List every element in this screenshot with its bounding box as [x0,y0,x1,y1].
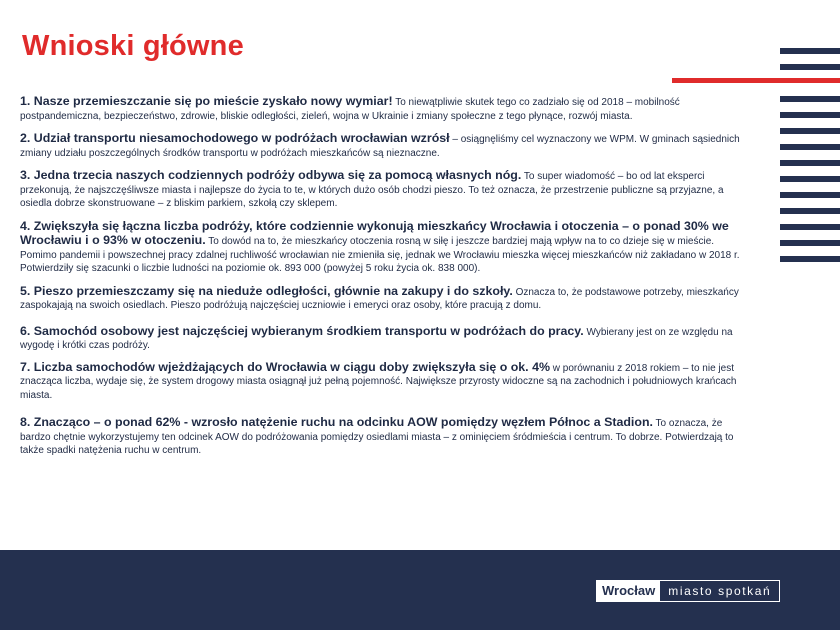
red-accent-bar [672,78,840,83]
logo-tagline: miasto spotkań [668,584,772,598]
stripe [780,160,840,166]
conclusion-heading: 8. Znacząco – o ponad 62% - wzrosło natężenie ruchu na odcinku AOW pomiędzy węzłem Północ a Stadion. [20,415,653,429]
conclusion-item [20,132,750,160]
conclusion-item [20,285,750,313]
conclusion-item [20,416,750,458]
conclusion-text: To dowód na to, że mieszkańcy otoczenia rosną w siłę i jeszcze bardziej mają wpływ na to co dzieje się w mieście. Pomimo pandemii i powszechnej pracy zdalnej ruchliwość wrocławian nie zmieniła się, jednak we Wrocławiu mieszka więcej mieszkańców niż zakładano w 2018 r. Potwierdziły się szacunki o liczbie ludności na poziomie ok. 893 000 (powyżej 5 roku życia ok. 838 000). [20,236,740,274]
conclusions-list [20,95,750,458]
stripe [780,48,840,54]
conclusion-text: w porównaniu z 2018 rokiem – to nie jest znacząca liczba, wydaje się, że system drogowy miasta osiągnął już pełną pojemność. Największe przyrosty widoczne są na zachodnich i południowych krańcach miasta. [20,362,737,401]
stripe [780,112,840,118]
stripe [780,176,840,182]
stripe [780,64,840,70]
conclusion-heading: 3. Jedna trzecia naszych codziennych podróży odbywa się za pomocą własnych nóg. [20,168,522,182]
conclusion-text: Wybierany jest on ze względu na wygodę i krótki czas podróży. [20,326,733,351]
stripe [780,192,840,198]
conclusion-text: Oznacza to, że podstawowe potrzeby, mieszkańcy zaspokajają na swoich osiedlach. Pieszo podróżują najczęściej uczniowie i emeryci oraz osoby, które pracują z domu. [20,286,739,311]
stripe [780,224,840,230]
stripe [780,256,840,262]
conclusion-heading: 2. Udział transportu niesamochodowego w podróżach wrocławian wzrósł [20,131,450,145]
conclusion-item [20,95,750,123]
conclusion-text: To niewątpliwie skutek tego co zadziało się od 2018 – mobilność postpandemiczna, bezpieczeństwo, zdrowie, bliskie odległości, zieleń, wojna w Ukrainie i zmiany społeczne z tego płynące, rozwój miasta. [20,97,680,122]
conclusion-text: To oznacza, że bardzo chętnie wykorzystujemy ten odcinek AOW do podróżowania pomiędzy osiedlami miasta – z ominięciem śródmieścia i centrum. To dobrze. Potwierdzają to także spadki natężenia ruchu w centrum. [20,418,734,456]
conclusion-heading: 1. Nasze przemieszczanie się po mieście zyskało nowy wymiar! [20,94,393,108]
stripe [780,240,840,246]
conclusion-item [20,220,750,276]
wroclaw-logo [596,580,780,602]
stripe [780,208,840,214]
stripe [780,144,840,150]
logo-main-text: Wrocław [597,581,660,601]
conclusion-item [20,169,750,211]
stripe [780,96,840,102]
conclusion-heading: 5. Pieszo przemieszczamy się na nieduże odległości, głównie na zakupy i do szkoły. [20,283,513,298]
conclusion-heading: 4. Zwiększyła się łączna liczba podróży, które codziennie wykonują mieszkańcy Wrocławia i otoczenia – o ponad 30% we Wrocławiu i o 93% w otoczeniu. [20,218,729,247]
conclusion-heading: 7. Liczba samochodów wjeżdżających do Wrocławia w ciągu doby zwiększyła się o ok. 4% [20,359,550,374]
conclusion-item [20,325,750,353]
page-title: Wnioski główne [22,30,244,62]
conclusion-text: – osiągnęliśmy cel wyznaczony we WPM. W gminach sąsiednich zmiany udziału poszczególnych środków transportu w podróżach mieszkańców są nieznaczne. [20,134,740,159]
conclusion-text: To super wiadomość – bo od lat eksperci przekonują, że najszczęśliwsze miasta i najlepsze do życia to te, w których dużo osób chodzi pieszo. To też oznacza, że przestrzenie publiczne są przyjazne, a osiedla dobrze skonstruowane – z bliskim parkiem, szkołą czy sklepem. [20,171,724,209]
conclusion-item [20,361,750,403]
conclusion-heading: 6. Samochód osobowy jest najczęściej wybieranym środkiem transportu w podróżach do pracy. [20,323,584,338]
stripe [780,128,840,134]
